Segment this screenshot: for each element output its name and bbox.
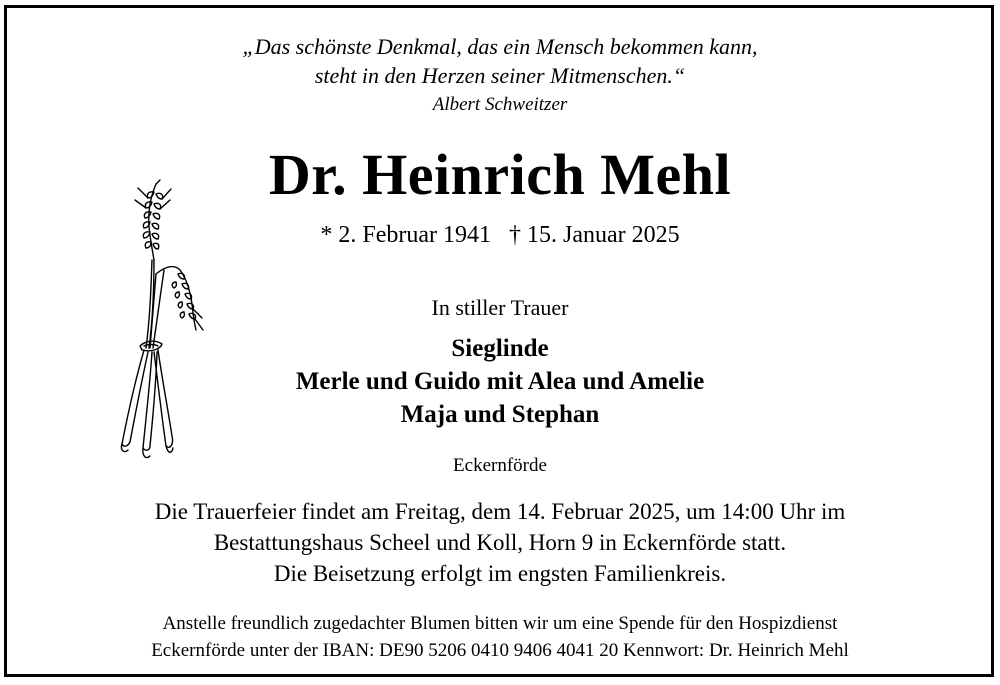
mourning-intro: In stiller Trauer [431, 295, 569, 320]
birth-date: * 2. Februar 1941 [320, 222, 491, 248]
quote-line-2: steht in den Herzen seiner Mitmenschen.“ [314, 63, 686, 88]
deceased-name: Dr. Heinrich Mehl [268, 142, 732, 207]
quote-author: Albert Schweitzer [432, 94, 568, 115]
donation-line-1: Anstelle freundlich zugedachter Blumen bitten wir um eine Spende für den Hospizdienst [162, 613, 838, 634]
ceremony-line-3: Die Beisetzung erfolgt im engsten Familienkreis. [273, 561, 727, 586]
mourner-line: Merle und Guido mit Alea und Amelie [295, 368, 705, 395]
death-date: † 15. Januar 2025 [509, 222, 680, 248]
mourner-line: Maja und Stephan [400, 401, 600, 428]
ceremony-line-1: Die Trauerfeier findet am Freitag, dem 14. Februar 2025, um 14:00 Uhr im [154, 499, 846, 524]
place: Eckernförde [453, 455, 547, 476]
donation-line-2: Eckernförde unter der IBAN: DE90 5206 0410 9406 4041 20 Kennwort: Dr. Heinrich Mehl [151, 640, 849, 661]
life-dates [0, 220, 1000, 250]
mourner-line: Sieglinde [451, 335, 549, 362]
ceremony-line-2: Bestattungshaus Scheel und Koll, Horn 9 in Eckernförde statt. [213, 530, 787, 555]
quote-line-1: „Das schönste Denkmal, das ein Mensch bekommen kann, [242, 34, 758, 59]
